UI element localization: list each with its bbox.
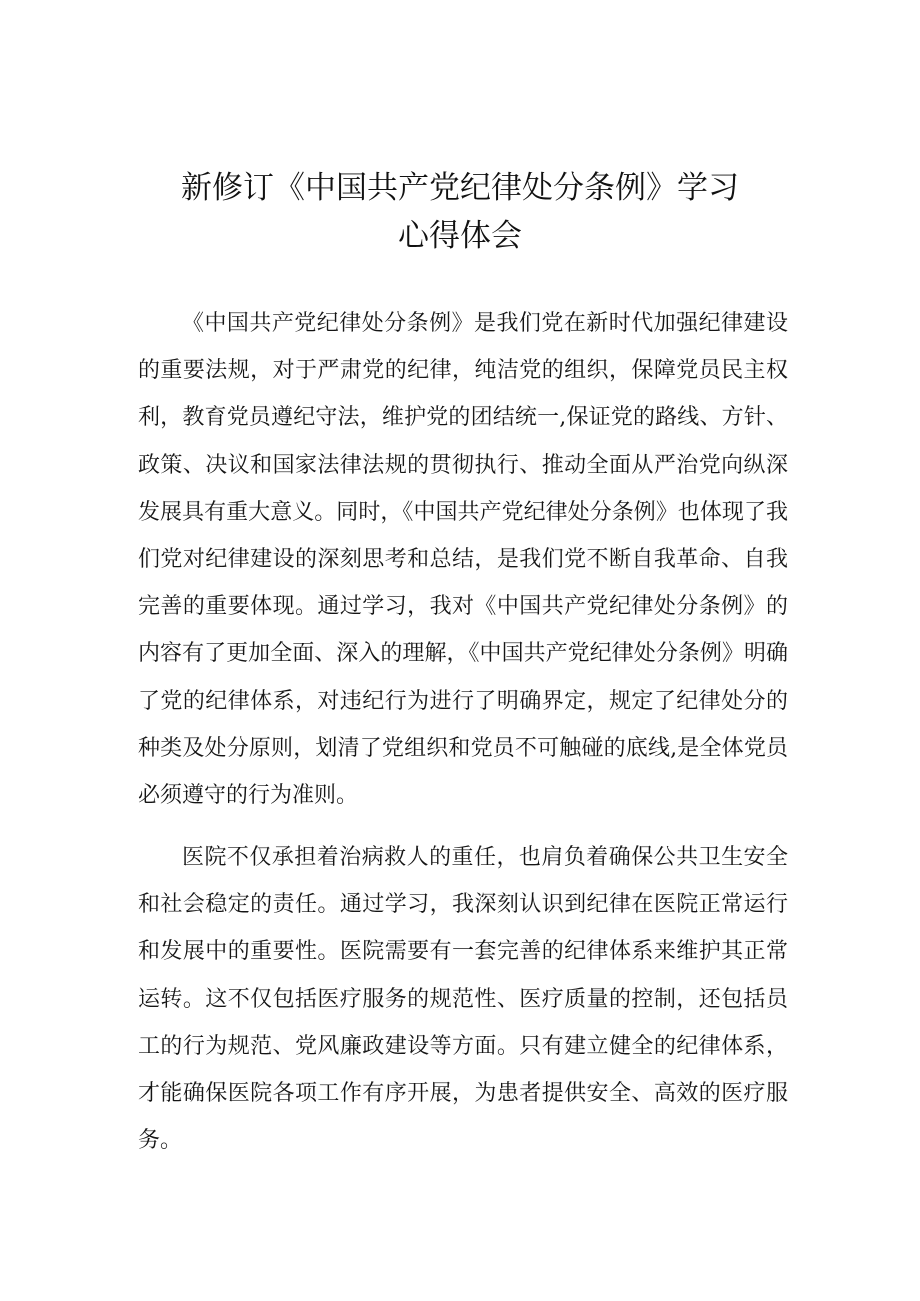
body-paragraph-2: 医院不仅承担着治病救人的重任，也肩负着确保公共卫生安全和社会稳定的责任。通过学习，我深刻认识到纪律在医院正常运行和发展中的重要性。医院需要有一套完善的纪律体系来维护其正常运转。这不仅包括医疗服务的规范性、医疗质量的控制，还包括员工的行为规范、党风廉政建设等方面。只有建立健全的纪律体系，才能确保医院各项工作有序开展，为患者提供安全、高效的医疗服务。 xyxy=(138,845,788,1154)
body-paragraph-1: 《中国共产党纪律处分条例》是我们党在新时代加强纪律建设的重要法规，对于严肃党的纪律，纯洁党的组织，保障党员民主权利，教育党员遵纪守法，维护党的团结统一,保证党的路线、方针、政策、决议和国家法律法规的贯彻执行、推动全面从严治党向纵深发展具有重大意义。同时，《中国共产党纪律处分条例》也体现了我们党对纪律建设的深刻思考和总结，是我们党不断自我革命、自我完善的重要体现。通过学习，我对《中国共产党纪律处分条例》的内容有了更加全面、深入的理解，《中国共产党纪律处分条例》明确了党的纪律体系，对违纪行为进行了明确界定，规定了纪律处分的种类及处分原则，划清了党组织和党员不可触碰的底线,是全体党员必须遵守的行为准则。 xyxy=(138,311,788,809)
title-line-2: 心得体会 xyxy=(398,218,522,254)
page-title xyxy=(130,164,790,260)
title-line-1: 新修订《中国共产党纪律处分条例》学习 xyxy=(181,170,739,206)
